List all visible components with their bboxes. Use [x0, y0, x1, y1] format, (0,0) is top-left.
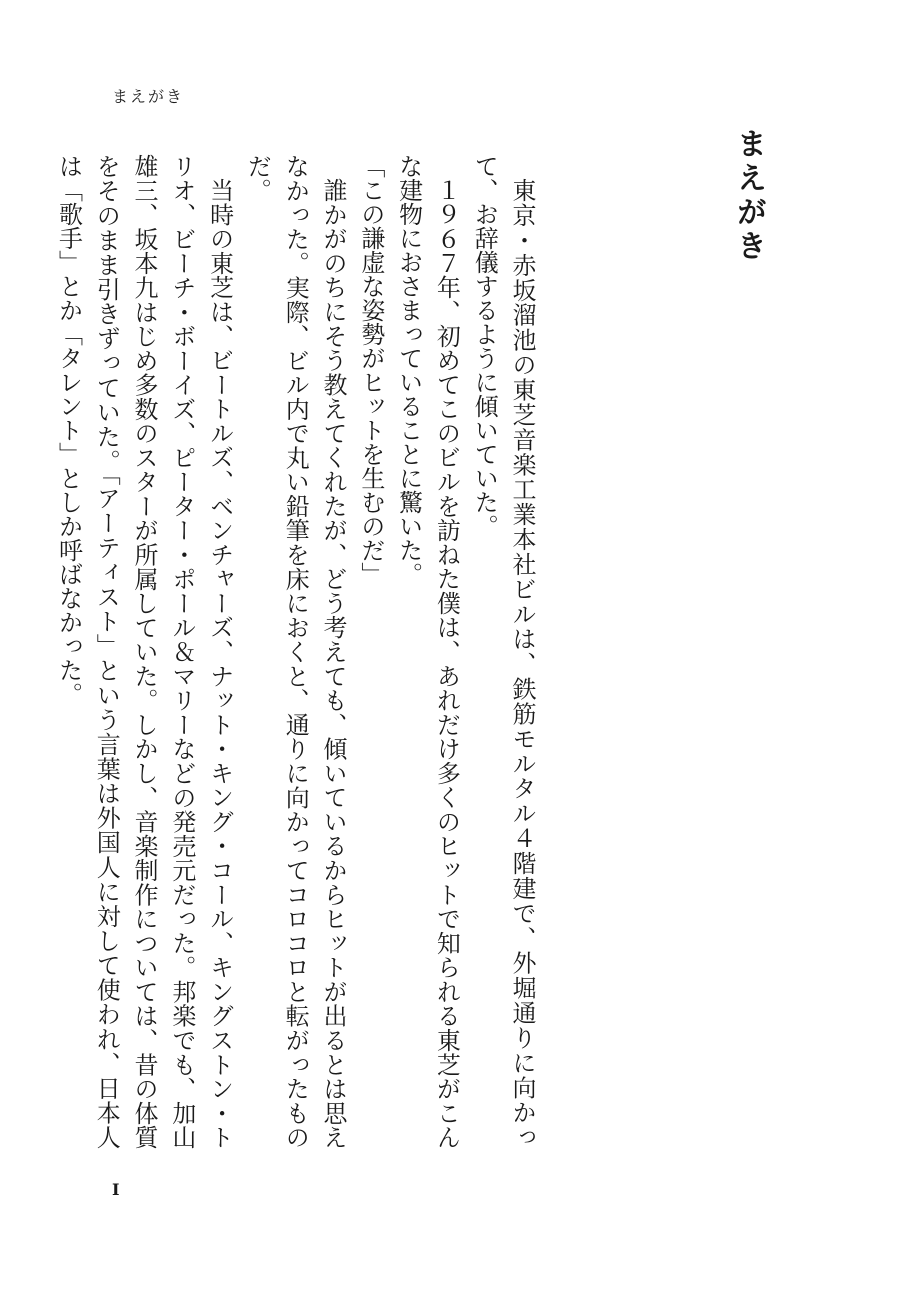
paragraph-2: １９６７年、初めてこのビルを訪ねた僕は、あれだけ多くのヒットで知られる東芝がこんな建物におさまっていることに驚いた。: [394, 154, 461, 1149]
paragraph-5: 当時の東芝は、ビートルズ、ベンチャーズ、ナット・キング・コール、キングストン・トリオ、ビーチ・ボーイズ、ピーター・ポール＆マリーなどの発売元だった。邦楽でも、加山雄三、坂本九はじめ多数のスターが所属していた。しかし、音楽制作については、昔の体質をそのまま引きずっていた。「アーティスト」という言葉は外国人に対して使われ、日本人は「歌手」とか「タレント」としか呼ばなかった。: [54, 154, 234, 1149]
paragraph-quote: 「この謙虚な姿勢がヒットを生むのだ」: [356, 154, 385, 586]
paragraph-4: 誰かがのちにそう教えてくれたが、どう考えても、傾いているからヒットが出るとは思えなかった。実際、ビル内で丸い鉛筆を床におくと、通りに向かってコロコロと転がったものだ。: [243, 154, 348, 1149]
body-text: [54, 154, 540, 1150]
chapter-title: まえがき: [731, 128, 766, 264]
page-number: I: [112, 1180, 120, 1199]
paragraph-1: 東京・赤坂溜池の東芝音楽工業本社ビルは、鉄筋モルタル４階建で、外堀通りに向かって、お辞儀するように傾いていた。: [470, 154, 536, 1150]
running-head: まえがき: [112, 87, 185, 106]
